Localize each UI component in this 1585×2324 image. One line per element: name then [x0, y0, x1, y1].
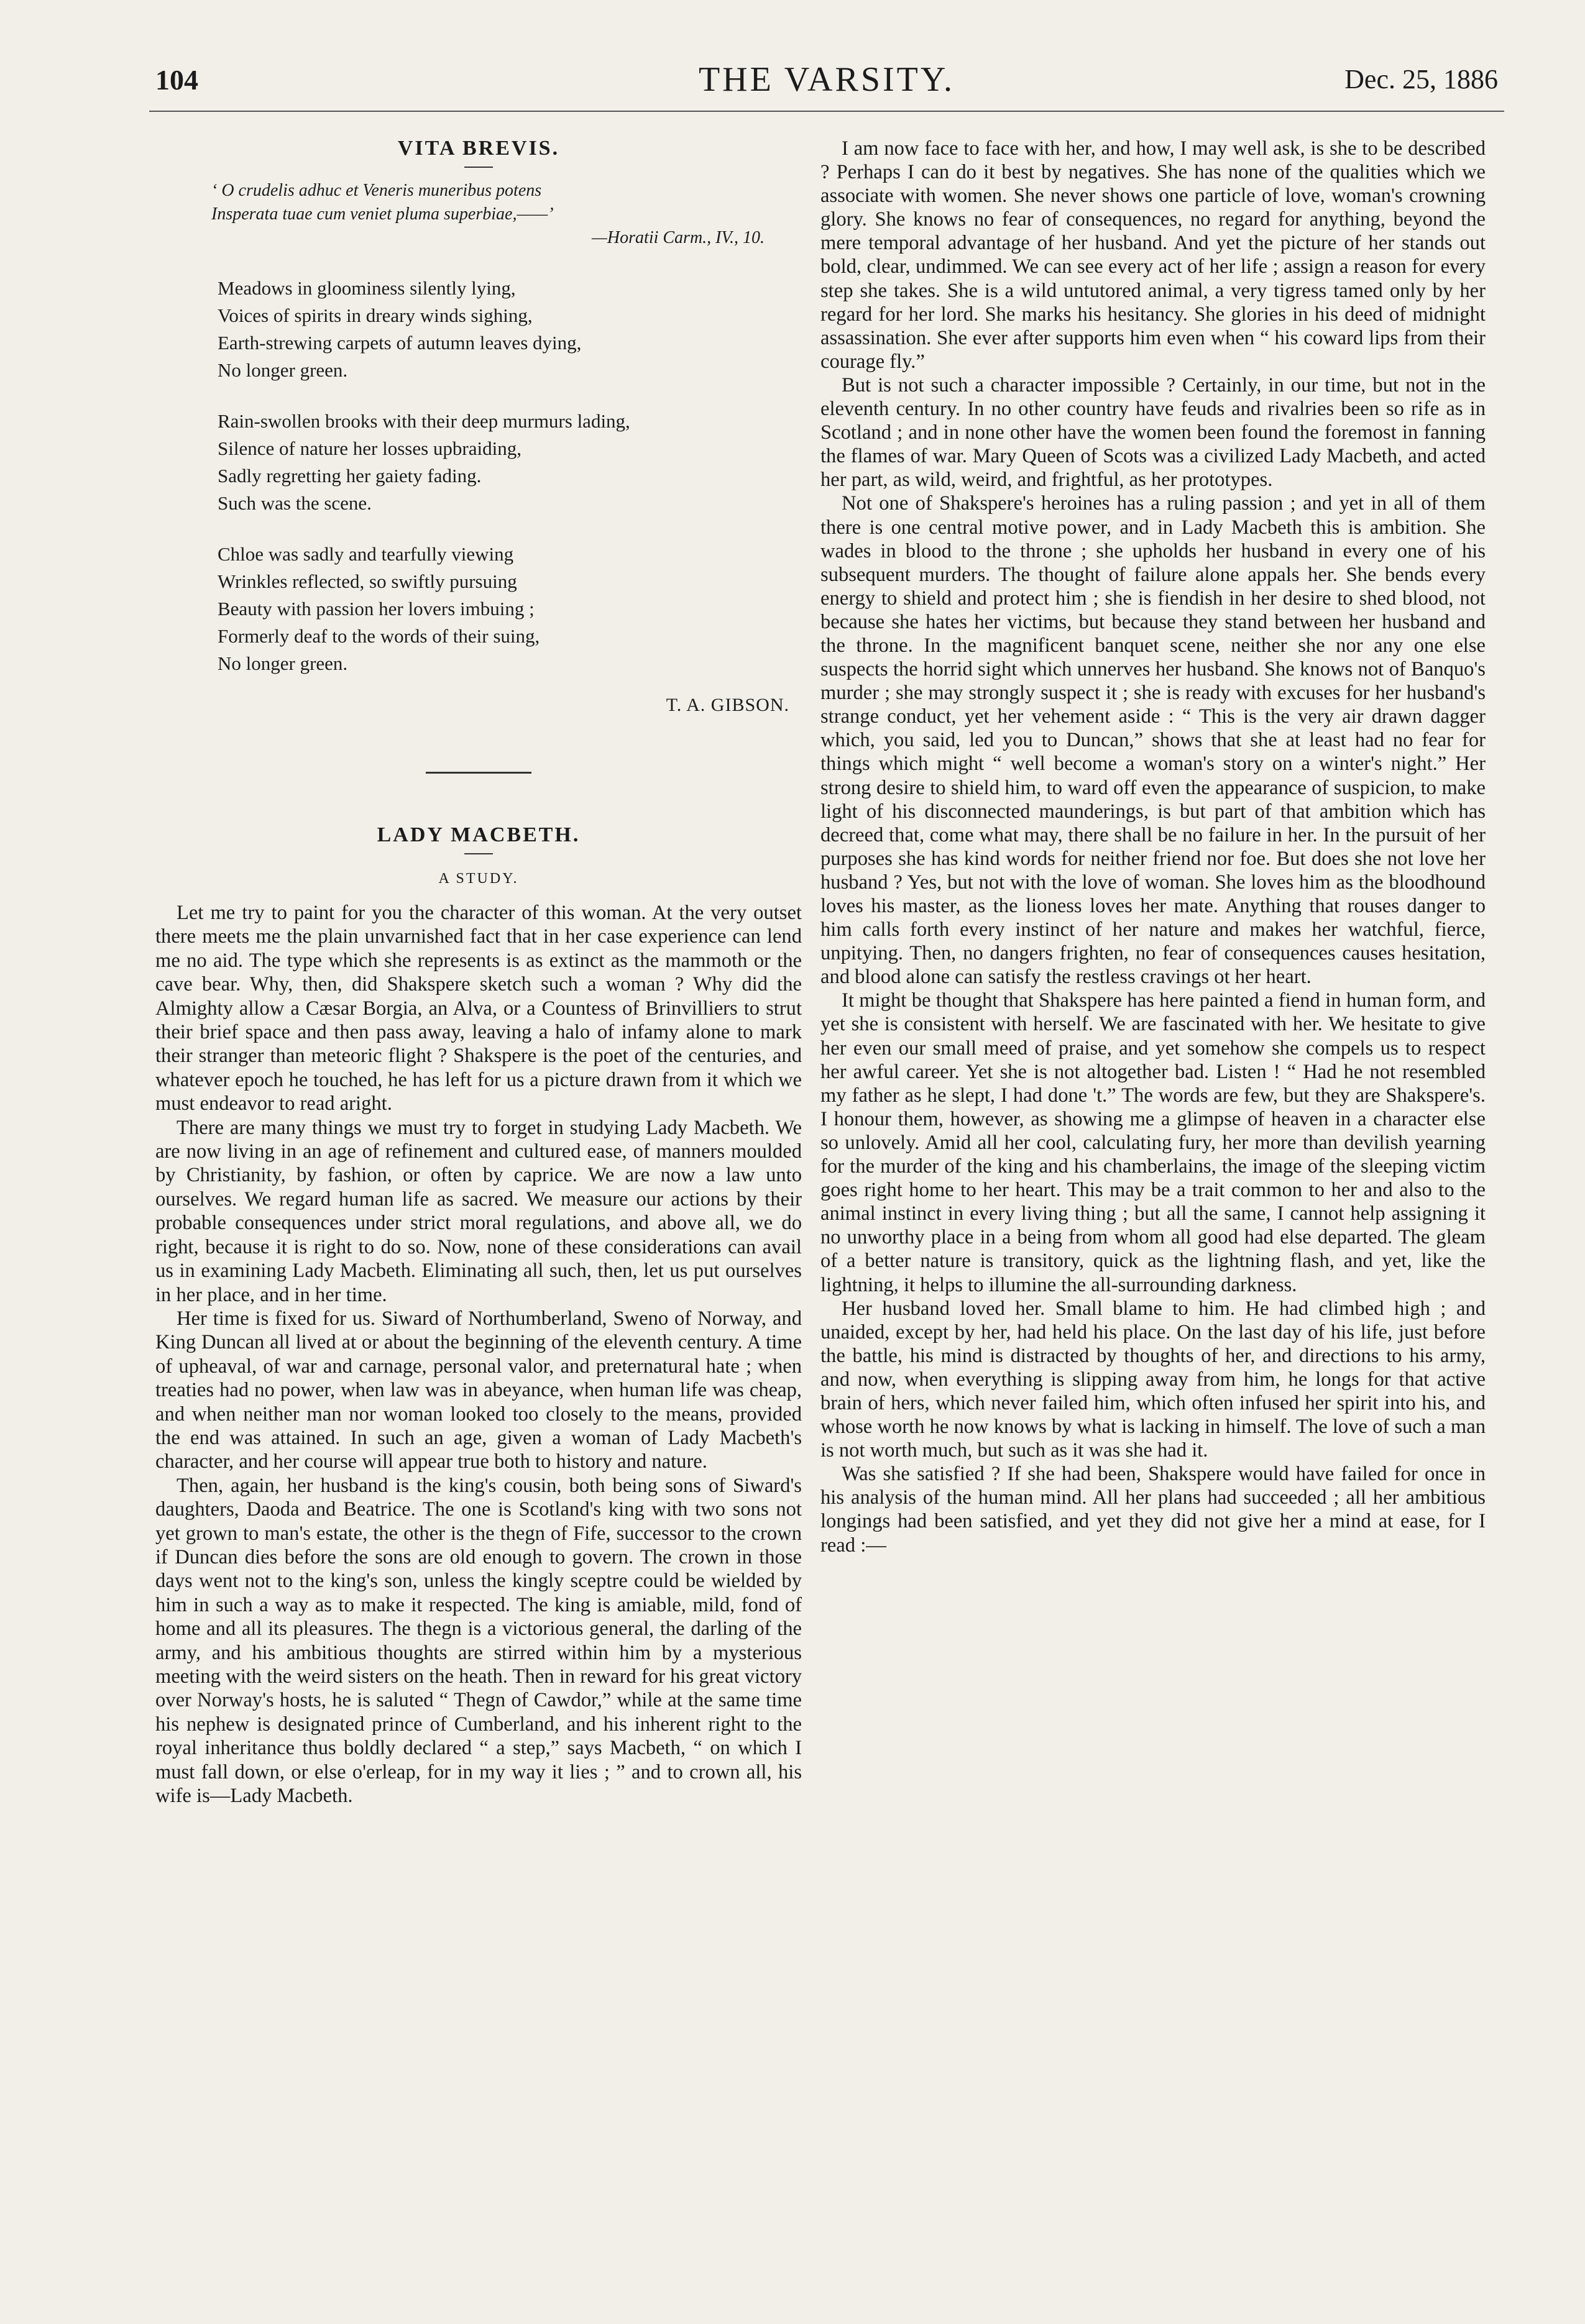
article-paragraph: Her husband loved her. Small blame to him. He had climbed high ; and unaided, except by her, had held his place. On the last day of his life, just before the battle, his mind is distracted by thoughts of her, and directions to his army, and now, when everything is slipping away from him, he longs for that active brain of hers, which never failed him, which often infused her spirit into his, and whose worth he now knows by what is lacking in himself. The love of such a man is not worth much, but such as it was she had it.: [820, 1297, 1486, 1462]
issue-date: Dec. 25, 1886: [1344, 64, 1498, 94]
page-header: [155, 55, 1498, 117]
poem-stanza: [218, 408, 802, 517]
poem-line: Rain-swollen brooks with their deep murmurs lading,: [218, 410, 630, 432]
poem-line: No longer green.: [218, 359, 348, 381]
poem-title: VITA BREVIS.: [397, 137, 560, 160]
epigraph-source: —Horatii Carm., IV., 10.: [592, 228, 765, 247]
article-paragraph: Then, again, her husband is the king's cousin, both being sons of Siward's daughters, Daoda and Beatrice. The one is Scotland's king with two sons not yet grown to man's estate, the other is the thegn of Fife, successor to the crown if Duncan dies before the sons are old enough to govern. The crown in those days went not to the king's son, unless the kingly sceptre could be wielded by him in such a way as to make it respected. The king is amiable, mild, fond of home and all its pleasures. The thegn is a victorious general, the darling of the army, and his ambitious thoughts are stirred within him by a mysterious meeting with the weird sisters on the heath. Then in reward for his great victory over Norway's hosts, he is saluted “ Thegn of Cawdor,” while at the same time his nephew is designated prince of Cumberland, and his inherent right to the royal inheritance thus boldly declared “ a step,” says Macbeth, “ on which I must fall down, or else o'erleap, for in my way it lies ; ” and to crown all, his wife is—Lady Macbeth.: [155, 1474, 802, 1808]
poem-line: Meadows in gloominess silently lying,: [218, 277, 516, 299]
article-paragraph: But is not such a character impossible ? Certainly, in our time, but not in the eleventh century. In no other country have feuds and rivalries been so rife as in Scotland ; and in none other have the women been found the foremost in fanning the flames of war. Mary Queen of Scots was a civilized Lady Macbeth, and acted her part, as wild, weird, and frightful, as her prototypes.: [820, 373, 1486, 492]
article-paragraph: There are many things we must try to forget in studying Lady Macbeth. We are now living in an age of refinement and cultured ease, of manners moulded by Christianity, by fashion, or often by caprice. We are now a law unto ourselves. We regard human life as sacred. We measure our actions by their probable consequences under strict moral regulations, and above all, we do right, because it is right to do so. Now, none of these considerations can avail us in examining Lady Macbeth. Eliminating all such, then, let us put ourselves in her place, and in her time.: [155, 1116, 802, 1306]
poem-line: Formerly deaf to the words of their suing,: [218, 625, 540, 647]
page-number: 104: [155, 64, 198, 96]
article-paragraph: It might be thought that Shakspere has here painted a fiend in human form, and yet she is consistent with herself. We are fascinated with her. We hesitate to give her even our small meed of praise, and yet somehow she compels us to respect her awful career. Yet she is not altogether bad. Listen ! “ Had he not resembled my father as he slept, I had done 't.” The words are few, but they are Shakspere's. I honour them, however, as showing me a glimpse of heaven in a character else so unlovely. Amid all her cool, calculating fury, her more than devilish yearning for the murder of the king and his chamberlains, the image of the sleeping victim goes right home to her heart. This may be a trait common to her and also to the animal instinct in every living thing ; but all the same, I cannot help assigning it no unworthy place in a being from whom all good had else departed. The gleam of a better nature is transitory, quick as the lightning flash, and yet, like the lightning, it helps to illumine the all-surrounding darkness.: [820, 989, 1486, 1296]
epigraph-line: Insperata tuae cum veniet pluma superbiae,——’: [211, 204, 554, 224]
article-subtitle: A STUDY.: [438, 871, 519, 887]
title-dash: [464, 167, 493, 168]
section-divider: [426, 772, 531, 774]
poem-line: Sadly regretting her gaiety fading.: [218, 465, 482, 487]
right-column: [820, 137, 1486, 2249]
poem-line: Wrinkles reflected, so swiftly pursuing: [218, 570, 517, 592]
poem-line: Chloe was sadly and tearfully viewing: [218, 543, 514, 565]
poem-author: T. A. GIBSON.: [666, 695, 789, 715]
poem-line: Such was the scene.: [218, 492, 372, 514]
article-paragraph: Was she satisfied ? If she had been, Shakspere would have failed for once in his analysis of the human mind. All her plans had succeeded ; all her ambitious longings had been satisfied, and yet they did not give her a mind at ease, for I read :—: [820, 1463, 1486, 1557]
left-column: [155, 137, 802, 2249]
poem-line: No longer green.: [218, 652, 348, 674]
article-title: LADY MACBETH.: [377, 823, 581, 846]
poem-line: Silence of nature her losses upbraiding,: [218, 437, 521, 459]
title-dash: [464, 853, 493, 854]
poem-line: Voices of spirits in dreary winds sighing,: [218, 304, 533, 326]
poem-line: Earth-strewing carpets of autumn leaves dying,: [218, 332, 582, 354]
poem-line: Beauty with passion her lovers imbuing ;: [218, 598, 535, 620]
epigraph-line: ‘ O crudelis adhuc et Veneris muneribus potens: [211, 181, 542, 200]
poem-stanza: [218, 541, 802, 677]
header-rule: [149, 111, 1504, 112]
publication-title: THE VARSITY.: [698, 60, 955, 99]
article-paragraph: Let me try to paint for you the character of this woman. At the very outset there meets me the plain unvarnished fact that in her case experience can lend me no aid. The type which she represents is as extinct as the mammoth or the cave bear. Why, then, did Shakspere sketch such a woman ? Why did the Almighty allow a Cæsar Borgia, an Alva, or a Countess of Brinvilliers to strut their brief space and then pass away, leaving a halo of infamy alone to mark their stranger than meteoric flight ? Shakspere is the poet of the centuries, and whatever epoch he touched, he has left for us a picture drawn from it which we must endeavor to read aright.: [155, 902, 802, 1115]
poem-stanza: [218, 275, 802, 384]
article-paragraph: I am now face to face with her, and how, I may well ask, is she to be described ? Perhaps I can do it best by negatives. She has none of the qualities which we associate with women. She never shows one particle of love, woman's crowning glory. She knows no fear of consequences, no regard for anything, beyond the mere temporal advantage of her husband. And yet the picture of her stands out bold, clear, undimmed. We can see every act of her life ; assign a reason for every step she takes. She is a wild untutored animal, a very tigress tamed only by her regard for her lord. She marks his hesitancy. She glories in his deed of midnight assassination. She ever after supports him even when “ his coward lips from their courage fly.”: [820, 137, 1486, 373]
article-paragraph: Her time is fixed for us. Siward of Northumberland, Sweno of Norway, and King Duncan all lived at or about the beginning of the eleventh century. A time of upheaval, of war and carnage, personal valor, and preternatural hate ; when treaties had no power, when law was in abeyance, when human life was cheap, and when neither man nor woman looked too closely to the means, provided the end was attained. In such an age, given a woman of Lady Macbeth's character, and her course will appear true both to history and nature.: [155, 1307, 802, 1473]
article-paragraph: Not one of Shakspere's heroines has a ruling passion ; and yet in all of them there is one central motive power, and in Lady Macbeth this is ambition. She wades in blood to the throne ; she upholds her husband in every one of his subsequent murders. The thought of failure alone appals her. She bends every energy to shield and protect him ; she is fiendish in her desire to shed blood, not because she hates her victims, but because they stand between her husband and the throne. In the magnificent banquet scene, neither she nor any one else suspects the horrid sight which unnerves her husband. She knows not of Banquo's murder ; she may strongly suspect it ; she is ready with excuses for her husband's strange conduct, yet her vehement aside : “ This is the very air drawn dagger which, you said, led you to Duncan,” shows that she at least had no fear for things which might “ well become a woman's story on a winter's night.” Her strong desire to shield him, to ward off even the appearance of suspicion, to make light of his disconnected maunderings, is but part of that ambition which has decreed that, come what may, there shall be no failure in her. In the pursuit of her purposes she has kind words for neither friend nor foe. But does she not love her husband ? Yes, but not with the love of woman. She loves him as the bloodhound loves his master, as the lioness loves her mate. Anything that rouses danger to him calls forth every instinct of her nature and makes her watchful, fierce, unpitying. Then, no dangers frighten, no fear of consequences causes hesitation, and blood alone can satisfy the restless cravings ot her heart.: [820, 492, 1486, 989]
